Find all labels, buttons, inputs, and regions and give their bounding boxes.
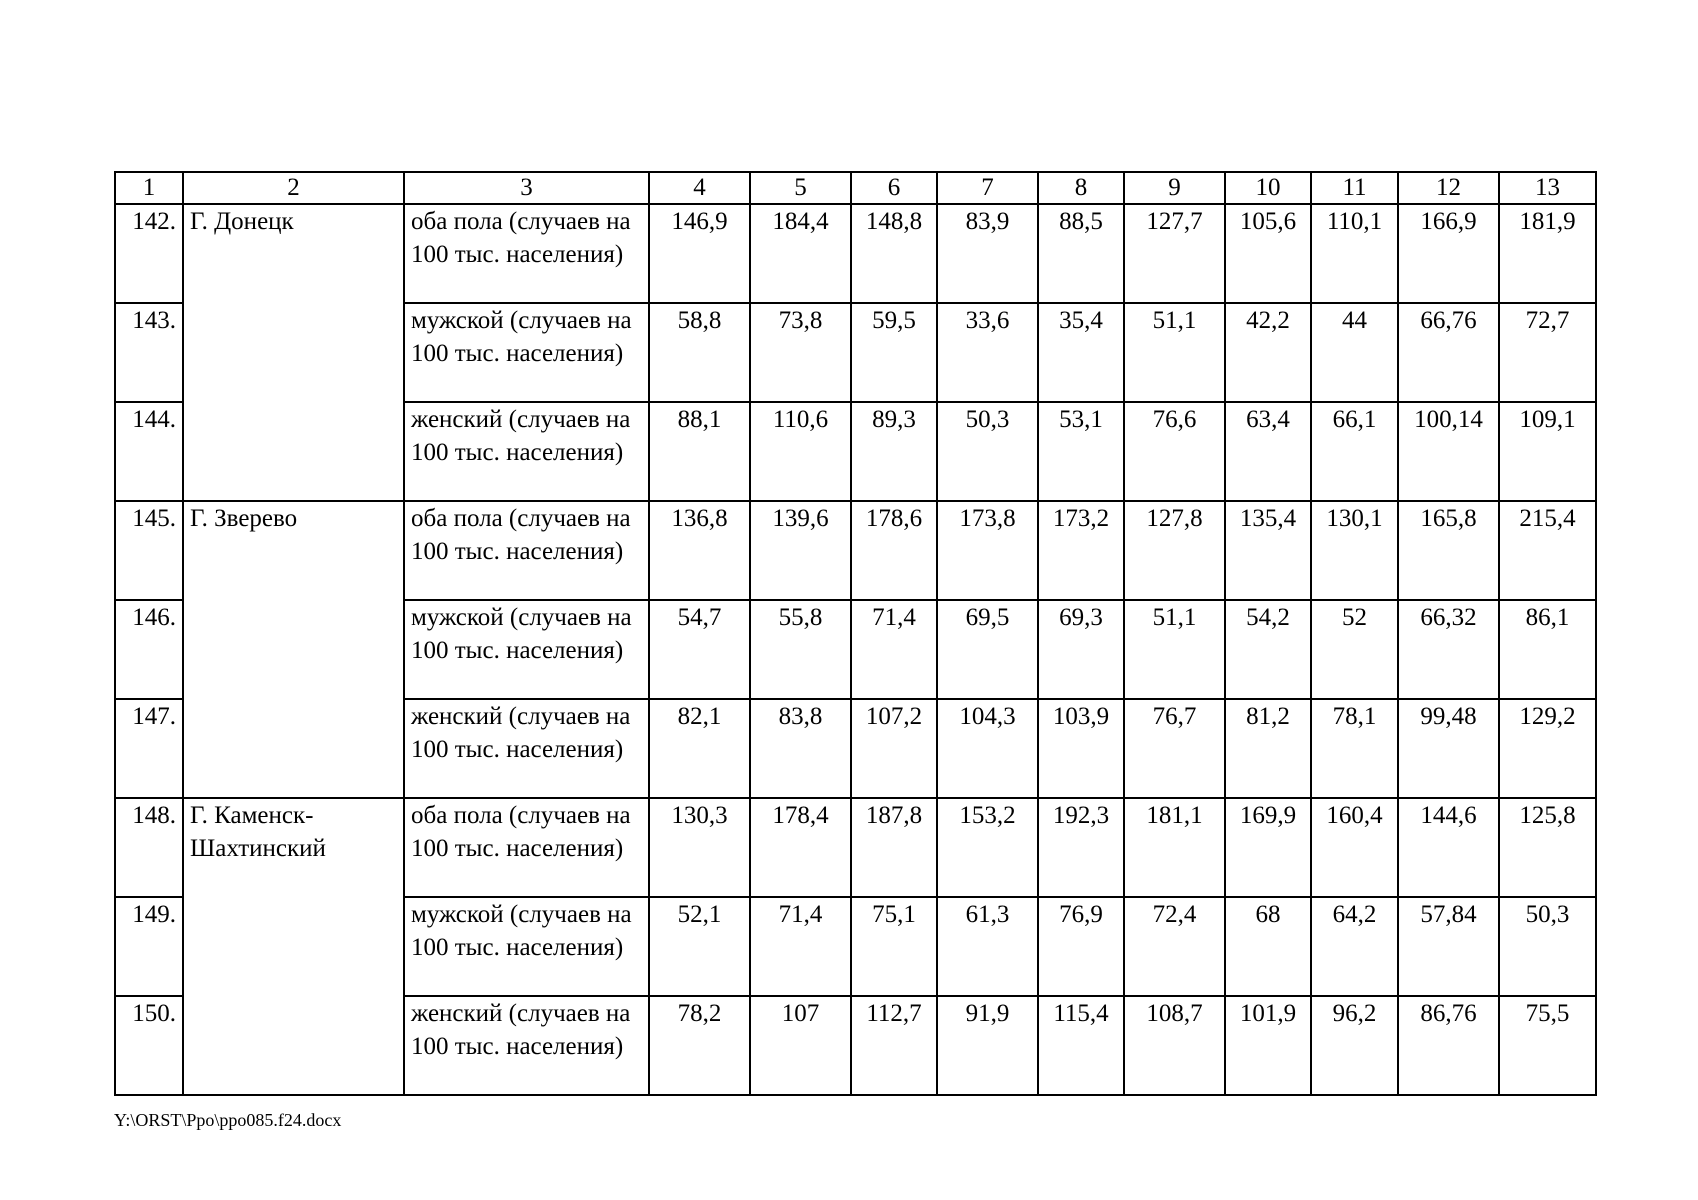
value-cell: 127,7	[1124, 204, 1225, 303]
column-number-cell: 2	[183, 172, 404, 204]
column-number-cell: 3	[404, 172, 649, 204]
value-cell: 73,8	[750, 303, 851, 402]
value-cell: 165,8	[1398, 501, 1499, 600]
value-cell: 125,8	[1499, 798, 1596, 897]
value-cell: 69,3	[1038, 600, 1124, 699]
value-cell: 153,2	[937, 798, 1038, 897]
value-cell: 215,4	[1499, 501, 1596, 600]
value-cell: 83,8	[750, 699, 851, 798]
value-cell: 78,1	[1311, 699, 1398, 798]
value-cell: 192,3	[1038, 798, 1124, 897]
value-cell: 66,32	[1398, 600, 1499, 699]
column-number-cell: 12	[1398, 172, 1499, 204]
value-cell: 78,2	[649, 996, 750, 1095]
value-cell: 91,9	[937, 996, 1038, 1095]
value-cell: 173,2	[1038, 501, 1124, 600]
value-cell: 181,9	[1499, 204, 1596, 303]
value-cell: 144,6	[1398, 798, 1499, 897]
row-number: 145.	[115, 501, 183, 600]
value-cell: 76,6	[1124, 402, 1225, 501]
column-number-cell: 5	[750, 172, 851, 204]
value-cell: 127,8	[1124, 501, 1225, 600]
value-cell: 71,4	[750, 897, 851, 996]
value-cell: 51,1	[1124, 303, 1225, 402]
value-cell: 76,9	[1038, 897, 1124, 996]
value-cell: 101,9	[1225, 996, 1311, 1095]
indicator-description: мужской (случаев на 100 тыс. населения)	[404, 897, 649, 996]
value-cell: 88,1	[649, 402, 750, 501]
value-cell: 52,1	[649, 897, 750, 996]
value-cell: 181,1	[1124, 798, 1225, 897]
value-cell: 115,4	[1038, 996, 1124, 1095]
indicator-description: оба пола (случаев на 100 тыс. населения)	[404, 204, 649, 303]
column-number-row	[115, 172, 1596, 204]
indicator-description: женский (случаев на 100 тыс. населения)	[404, 402, 649, 501]
value-cell: 166,9	[1398, 204, 1499, 303]
value-cell: 135,4	[1225, 501, 1311, 600]
value-cell: 105,6	[1225, 204, 1311, 303]
value-cell: 54,7	[649, 600, 750, 699]
value-cell: 103,9	[1038, 699, 1124, 798]
city-name: Г. Донецк	[183, 204, 404, 501]
row-number: 150.	[115, 996, 183, 1095]
value-cell: 66,76	[1398, 303, 1499, 402]
column-number-cell: 8	[1038, 172, 1124, 204]
row-number: 143.	[115, 303, 183, 402]
value-cell: 68	[1225, 897, 1311, 996]
value-cell: 52	[1311, 600, 1398, 699]
value-cell: 81,2	[1225, 699, 1311, 798]
value-cell: 75,1	[851, 897, 937, 996]
value-cell: 187,8	[851, 798, 937, 897]
value-cell: 61,3	[937, 897, 1038, 996]
table-body	[115, 172, 1596, 1095]
value-cell: 83,9	[937, 204, 1038, 303]
value-cell: 57,84	[1398, 897, 1499, 996]
value-cell: 64,2	[1311, 897, 1398, 996]
city-name: Г. Каменск-Шахтинский	[183, 798, 404, 1095]
column-number-cell: 13	[1499, 172, 1596, 204]
value-cell: 107	[750, 996, 851, 1095]
value-cell: 51,1	[1124, 600, 1225, 699]
value-cell: 50,3	[1499, 897, 1596, 996]
indicator-description: мужской (случаев на 100 тыс. населения)	[404, 303, 649, 402]
value-cell: 75,5	[1499, 996, 1596, 1095]
value-cell: 44	[1311, 303, 1398, 402]
column-number-cell: 11	[1311, 172, 1398, 204]
value-cell: 42,2	[1225, 303, 1311, 402]
column-number-cell: 10	[1225, 172, 1311, 204]
value-cell: 59,5	[851, 303, 937, 402]
row-number: 146.	[115, 600, 183, 699]
value-cell: 69,5	[937, 600, 1038, 699]
column-number-cell: 7	[937, 172, 1038, 204]
value-cell: 110,6	[750, 402, 851, 501]
row-number: 142.	[115, 204, 183, 303]
value-cell: 99,48	[1398, 699, 1499, 798]
row-number: 144.	[115, 402, 183, 501]
value-cell: 50,3	[937, 402, 1038, 501]
value-cell: 54,2	[1225, 600, 1311, 699]
indicator-description: женский (случаев на 100 тыс. населения)	[404, 996, 649, 1095]
table-row	[115, 501, 1596, 600]
value-cell: 55,8	[750, 600, 851, 699]
indicator-description: оба пола (случаев на 100 тыс. населения)	[404, 501, 649, 600]
value-cell: 104,3	[937, 699, 1038, 798]
value-cell: 76,7	[1124, 699, 1225, 798]
value-cell: 130,3	[649, 798, 750, 897]
value-cell: 86,1	[1499, 600, 1596, 699]
value-cell: 72,7	[1499, 303, 1596, 402]
value-cell: 173,8	[937, 501, 1038, 600]
value-cell: 178,6	[851, 501, 937, 600]
value-cell: 146,9	[649, 204, 750, 303]
row-number: 147.	[115, 699, 183, 798]
file-path-footer: Y:\ORST\Ppo\ppo085.f24.docx	[114, 1110, 342, 1130]
value-cell: 71,4	[851, 600, 937, 699]
value-cell: 108,7	[1124, 996, 1225, 1095]
value-cell: 89,3	[851, 402, 937, 501]
table-row	[115, 204, 1596, 303]
value-cell: 58,8	[649, 303, 750, 402]
value-cell: 100,14	[1398, 402, 1499, 501]
value-cell: 63,4	[1225, 402, 1311, 501]
value-cell: 112,7	[851, 996, 937, 1095]
value-cell: 96,2	[1311, 996, 1398, 1095]
column-number-cell: 4	[649, 172, 750, 204]
column-number-cell: 1	[115, 172, 183, 204]
value-cell: 35,4	[1038, 303, 1124, 402]
column-number-cell: 6	[851, 172, 937, 204]
value-cell: 72,4	[1124, 897, 1225, 996]
data-table	[114, 171, 1597, 1096]
value-cell: 139,6	[750, 501, 851, 600]
value-cell: 107,2	[851, 699, 937, 798]
indicator-description: мужской (случаев на 100 тыс. населения)	[404, 600, 649, 699]
value-cell: 129,2	[1499, 699, 1596, 798]
value-cell: 86,76	[1398, 996, 1499, 1095]
table-row	[115, 798, 1596, 897]
value-cell: 110,1	[1311, 204, 1398, 303]
value-cell: 88,5	[1038, 204, 1124, 303]
value-cell: 160,4	[1311, 798, 1398, 897]
indicator-description: оба пола (случаев на 100 тыс. населения)	[404, 798, 649, 897]
value-cell: 178,4	[750, 798, 851, 897]
value-cell: 109,1	[1499, 402, 1596, 501]
column-number-cell: 9	[1124, 172, 1225, 204]
value-cell: 130,1	[1311, 501, 1398, 600]
value-cell: 66,1	[1311, 402, 1398, 501]
row-number: 148.	[115, 798, 183, 897]
value-cell: 82,1	[649, 699, 750, 798]
value-cell: 136,8	[649, 501, 750, 600]
value-cell: 169,9	[1225, 798, 1311, 897]
city-name: Г. Зверево	[183, 501, 404, 798]
value-cell: 184,4	[750, 204, 851, 303]
value-cell: 33,6	[937, 303, 1038, 402]
indicator-description: женский (случаев на 100 тыс. населения)	[404, 699, 649, 798]
row-number: 149.	[115, 897, 183, 996]
value-cell: 53,1	[1038, 402, 1124, 501]
value-cell: 148,8	[851, 204, 937, 303]
